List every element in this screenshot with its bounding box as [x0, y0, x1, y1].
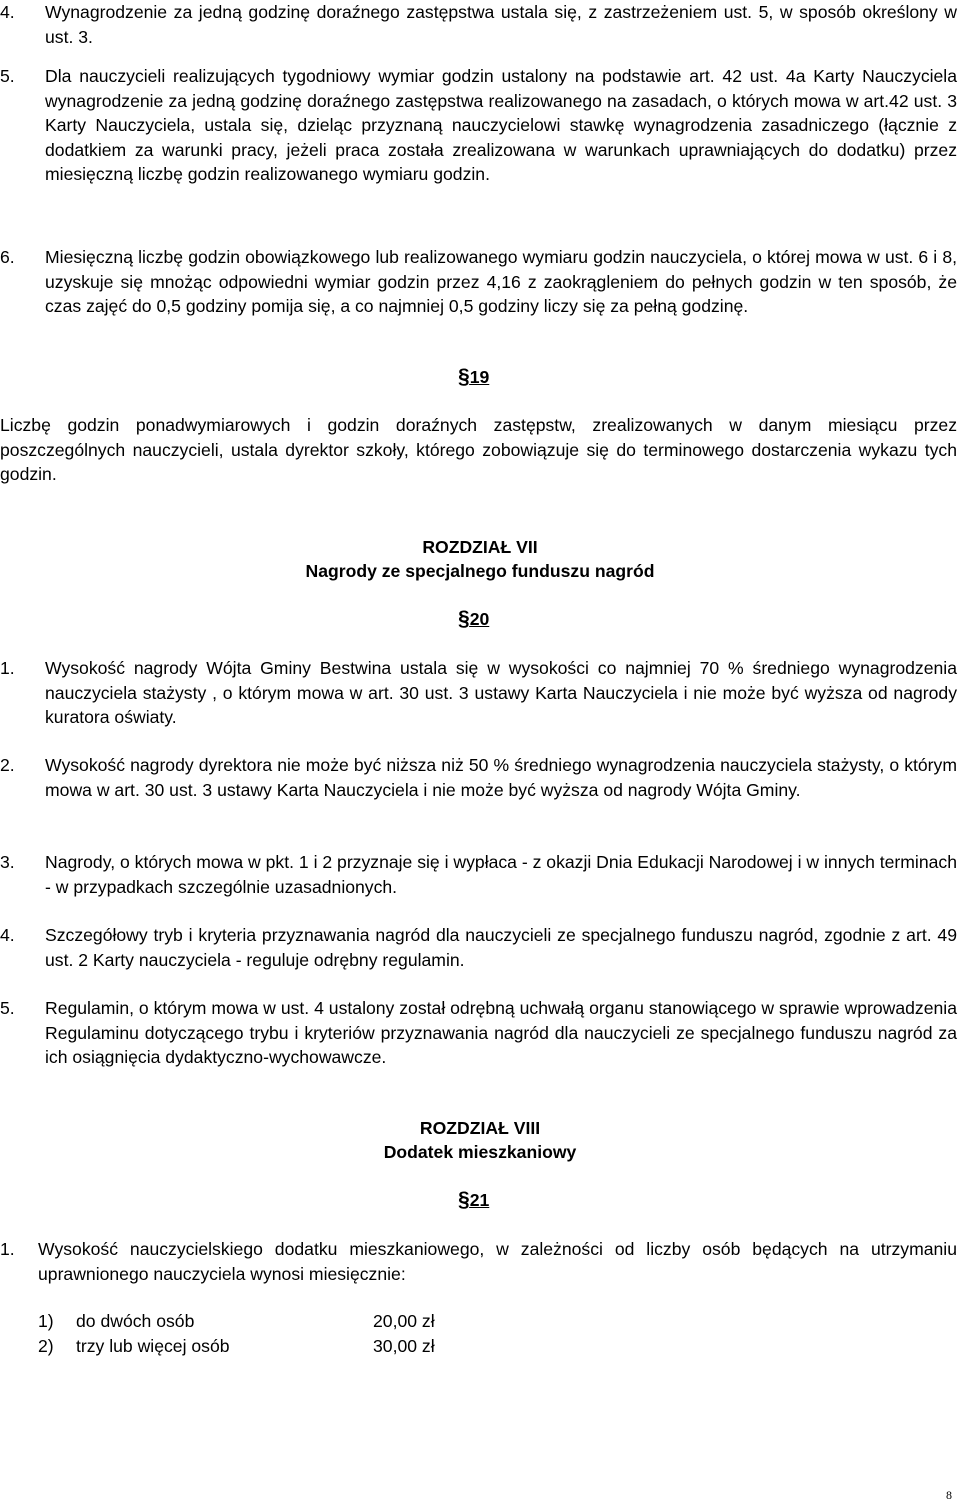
item-text: Wysokość nauczycielskiego dodatku mieszkaniowego, w zależności od liczby osób będących na utrzymaniu uprawnionego nauczyciela wynosi miesięcznie:: [38, 1239, 957, 1284]
item-number: 5.: [0, 66, 15, 86]
section-number: 21: [469, 1190, 490, 1210]
section-21-item-1: [0, 1237, 957, 1286]
section-20-heading: [458, 607, 489, 632]
section-20-item-5: [0, 996, 957, 1070]
item-text: Wysokość nagrody dyrektora nie może być niższa niż 50 % średniego wynagrodzenia nauczyciela stażysty, o którym mowa w art. 30 ust. 3 ustawy Karta Nauczyciela i nie może być wyższa od nagrody Wójta Gminy.: [45, 755, 957, 800]
section-sign: §: [458, 365, 470, 388]
page-number: 8: [946, 1487, 952, 1502]
para-18-item-5: [0, 64, 957, 187]
section-19-heading: [458, 365, 489, 390]
section-21-heading: [458, 1188, 489, 1213]
section-number: 20: [469, 609, 490, 629]
item-number: 4.: [0, 925, 15, 945]
section-19-text: Liczbę godzin ponadwymiarowych i godzin doraźnych zastępstw, zrealizowanych w danym miesiącu przez poszczególnych nauczycieli, ustala dyrektor szkoły, którego zobowiązuje się do terminowego dostarczenia wykazu tych godzin.: [0, 415, 957, 484]
chapter-7-subtitle: Nagrody ze specjalnego funduszu nagród: [305, 561, 655, 581]
chapter-8-title: ROZDZIAŁ VIII: [419, 1118, 541, 1138]
list-label: do dwóch osób: [76, 1311, 195, 1331]
item-number: 6.: [0, 247, 15, 267]
section-sign: §: [458, 1188, 470, 1211]
list-value: 30,00 zł: [373, 1336, 435, 1356]
section-20-item-2: [0, 753, 957, 802]
para-18-item-6: [0, 245, 957, 319]
list-value: 20,00 zł: [373, 1311, 435, 1331]
item-number: 3.: [0, 852, 15, 872]
item-number: 2.: [0, 755, 15, 775]
chapter-8-subtitle: Dodatek mieszkaniowy: [383, 1142, 577, 1162]
item-text: [45, 64, 957, 187]
section-20-item-4: [0, 923, 957, 972]
item-text: Nagrody, o których mowa w pkt. 1 i 2 przyznaje się i wypłaca - z okazji Dnia Edukacji Narodowej i w innych terminach - w przypadkach szczególnie uzasadnionych.: [45, 852, 957, 897]
item-number: 1.: [0, 658, 15, 678]
item-number: 5.: [0, 998, 15, 1018]
para-18-item-4: [0, 0, 957, 49]
item-number: 4.: [0, 2, 15, 22]
item-text: Regulamin, o którym mowa w ust. 4 ustalony został odrębną uchwałą organu stanowiącego w sprawie wprowadzenia Regulaminu dotyczącego trybu i kryteriów przyznawania nagród dla nauczycieli ze specjalnego funduszu nagród za ich osiągnięcia dydaktyczno-wychowawcze.: [45, 998, 957, 1067]
item-text: Wynagrodzenie za jedną godzinę doraźnego zastępstwa ustala się, z zastrzeżeniem ust. 5, w sposób określony w ust. 3.: [45, 2, 957, 47]
item-number: 1.: [0, 1239, 15, 1259]
list-number: 1): [38, 1311, 54, 1331]
item-text: Szczegółowy tryb i kryteria przyznawania nagród dla nauczycieli ze specjalnego funduszu nagród, zgodnie z art. 49 ust. 2 Karty nauczyciela - reguluje odrębny regulamin.: [45, 925, 957, 970]
list-number: 2): [38, 1336, 54, 1356]
item-text: Miesięczną liczbę godzin obowiązkowego lub realizowanego wymiaru godzin nauczyciela, o której mowa w ust. 6 i 8, uzyskuje się mnożąc odpowiedni wymiar godzin przez 4,16 z zaokrągleniem do pełnych godzin w ten sposób, że czas zajęć do 0,5 godziny pomija się, a co najmniej 0,5 godziny liczy się za pełną godzinę.: [45, 247, 957, 316]
list-label: trzy lub więcej osób: [76, 1336, 230, 1356]
section-number: 19: [469, 367, 490, 387]
section-sign: §: [458, 607, 470, 630]
chapter-7-title: ROZDZIAŁ VII: [422, 537, 538, 557]
item-text: Wysokość nagrody Wójta Gminy Bestwina ustala się w wysokości co najmniej 70 % średniego wynagrodzenia nauczyciela stażysty , o którym mowa w art. 30 ust. 3 ustawy Karta Nauczyciela i nie może być wyższa od nagrody kuratora oświaty.: [45, 658, 957, 727]
item-text-content: Dla nauczycieli realizujących tygodniowy wymiar godzin ustalony na podstawie art. 42 ust. 4a Karty Nauczyciela wynagrodzenie za jedną godzinę doraźnego zastępstwa realizowanego na zasadach, o których mowa w art.42 ust. 3 Karty Nauczyciela, ustala się, dzieląc przyznaną nauczycielowi stawkę wynagrodzenia zasadniczego (łącznie z dodatkiem za warunki pracy, jeżeli praca została zrealizowana w warunkach uprawniających do dodatku) przez miesięczną liczbę godzin realizowanego wymiaru godzin.: [45, 66, 957, 184]
section-20-item-1: [0, 656, 957, 730]
section-20-item-3: [0, 850, 957, 899]
